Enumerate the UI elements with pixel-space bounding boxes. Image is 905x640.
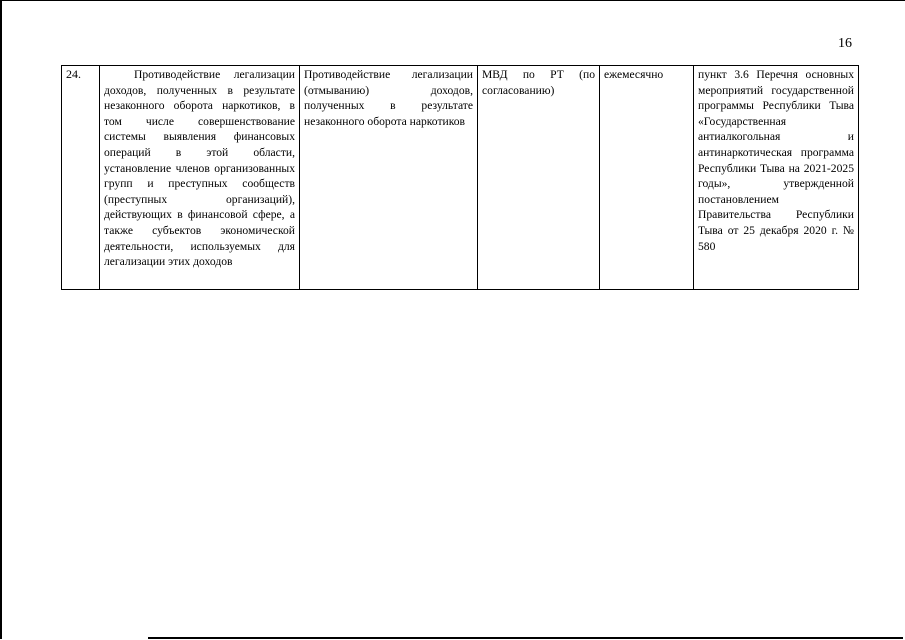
period-text: ежемесячно — [604, 68, 664, 81]
result-text: Противодействие легализации (отмыванию) доходов, полученных в результате незаконного оборота наркотиков — [304, 68, 473, 128]
row-number: 24. — [66, 67, 81, 81]
measure-text: Противодействие легализации доходов, полученных в результате незаконного оборота наркотиков, в том числе совершенствование системы выявления финансовых операций в этой области, установление членов организованных групп и преступных сообществ (преступных организаций), действующих в финансовой сфере, а также субъектов экономической деятельности, используемых для легализации этих доходов — [104, 68, 295, 269]
executor-text: МВД по РТ (по согласованию) — [482, 68, 595, 97]
measure-cell — [100, 66, 300, 290]
result-cell — [300, 66, 478, 290]
basis-text: пункт 3.6 Перечня основных мероприятий государственной программы Республики Тыва «Государственная антиалкогольная и антинаркотическая программа Республики Тыва на 2021-2025 годы», утвержденной постановлением Правительства Республики Тыва от 25 декабря 2020 г. № 580 — [698, 68, 854, 253]
row-number-cell — [62, 66, 100, 290]
measures-table — [61, 65, 859, 290]
period-cell — [600, 66, 694, 290]
basis-cell — [694, 66, 859, 290]
page-number: 16 — [838, 36, 852, 51]
executor-cell — [478, 66, 600, 290]
table-row — [62, 66, 859, 290]
page-bottom-border — [148, 637, 903, 639]
